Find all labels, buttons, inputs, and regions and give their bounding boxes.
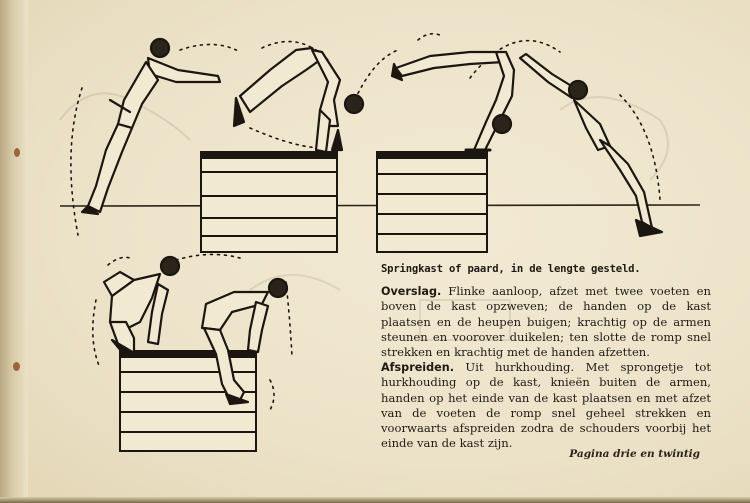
description-afspreiden: Uit hurkhouding. Met sprongetje tot hurkhouding op de kast, knieën buiten de armen, handen op het einde van de kast plaatsen en met afzet van de voeten de romp snel geheel strekken en voorwaarts afspreiden zodra de schouders voorbij het einde van de kast zijn. <box>381 360 711 451</box>
paragraph-afspreiden <box>381 360 711 451</box>
section-heading: Springkast of paard, in de lengte gesteld. <box>381 263 641 275</box>
page-edge <box>0 497 750 503</box>
gymnast-figure-icon <box>234 48 363 152</box>
page-number-label: Pagina drie en twintig <box>569 448 700 460</box>
description-overslag: Flinke aanloop, afzet met twee voeten en boven de kast opzweven; de handen op de kast plaatsen en de heupen buigen; krachtig op de armen steunen en voorover duikelen; ten slotte de romp snel strekken en krachtig met de handen afzetten. <box>381 284 711 360</box>
gymnast-figure-icon <box>104 257 179 354</box>
vaulting-box-icon <box>377 152 487 252</box>
gymnast-figure-icon <box>520 54 662 236</box>
gymnast-figure-icon <box>392 52 514 152</box>
term-afspreiden: Afspreiden. <box>381 361 454 375</box>
term-overslag: Overslag. <box>381 285 442 299</box>
paragraph-overslag <box>381 284 711 360</box>
vaulting-box-icon <box>201 152 337 252</box>
instruction-text <box>381 262 711 451</box>
gymnast-figure-icon <box>82 39 220 214</box>
